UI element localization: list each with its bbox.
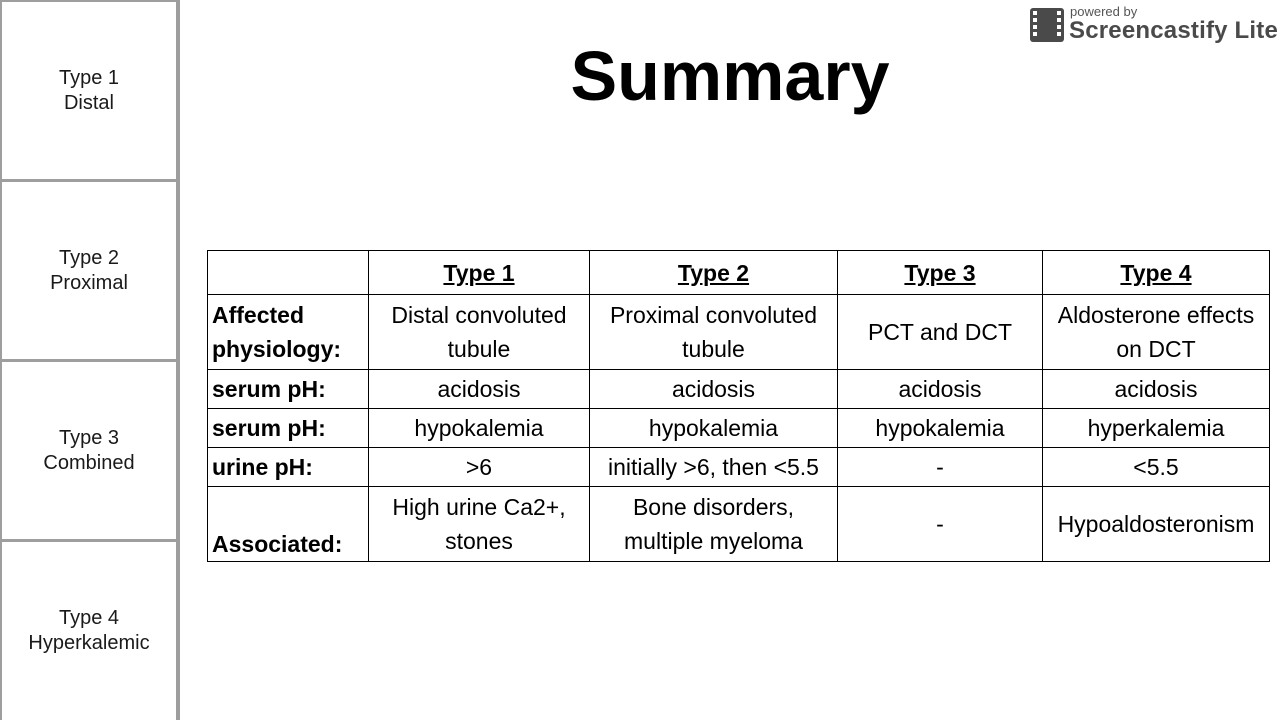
row-label: serum pH: xyxy=(208,409,369,448)
row-label: Associated: xyxy=(208,487,369,562)
table-cell: PCT and DCT xyxy=(838,295,1043,370)
table-cell: initially >6, then <5.5 xyxy=(590,448,838,487)
summary-table xyxy=(207,250,1270,562)
table-row xyxy=(208,409,1270,448)
slide-thumbnail-1[interactable] xyxy=(2,2,176,179)
film-strip-icon xyxy=(1030,8,1064,42)
slide-thumbnail-2[interactable] xyxy=(2,182,176,359)
table-cell: acidosis xyxy=(838,370,1043,409)
table-cell: >6 xyxy=(369,448,590,487)
table-row xyxy=(208,370,1270,409)
thumbnail-line2: Proximal xyxy=(50,271,128,294)
thumbnail-line1: Type 1 xyxy=(58,66,120,89)
table-header-row xyxy=(208,251,1270,295)
screencastify-watermark xyxy=(1030,4,1279,48)
thumbnail-line2: Combined xyxy=(43,451,135,474)
table-cell: hyperkalemia xyxy=(1043,409,1270,448)
slide-thumbnail-4[interactable] xyxy=(2,542,176,720)
slide-title: Summary xyxy=(570,37,890,115)
table-cell: - xyxy=(838,448,1043,487)
table-cell: hypokalemia xyxy=(590,409,838,448)
row-label: Affected physiology: xyxy=(208,295,369,370)
table-header-cell xyxy=(208,251,369,295)
table-row xyxy=(208,487,1270,562)
table-cell: hypokalemia xyxy=(838,409,1043,448)
table-cell: hypokalemia xyxy=(369,409,590,448)
table-cell: acidosis xyxy=(1043,370,1270,409)
table-cell: Distal convoluted tubule xyxy=(369,295,590,370)
table-cell: - xyxy=(838,487,1043,562)
thumbnail-line1: Type 2 xyxy=(58,246,120,269)
watermark-powered-by: powered by xyxy=(1070,4,1138,19)
table-cell: Hypoaldosteronism xyxy=(1043,487,1270,562)
thumbnail-line1: Type 4 xyxy=(58,607,120,629)
table-header-cell: Type 4 xyxy=(1043,251,1270,295)
table-cell: High urine Ca2+, stones xyxy=(369,487,590,562)
table-header-cell: Type 2 xyxy=(590,251,838,295)
slide-thumbnail-panel xyxy=(0,0,180,720)
table-cell: <5.5 xyxy=(1043,448,1270,487)
table-header-cell: Type 1 xyxy=(369,251,590,295)
slide-thumbnail-3[interactable] xyxy=(2,362,176,539)
table-row xyxy=(208,448,1270,487)
thumbnail-line2: Distal xyxy=(63,91,114,114)
row-label: serum pH: xyxy=(208,370,369,409)
table-cell: acidosis xyxy=(369,370,590,409)
table-cell: Bone disorders, multiple myeloma xyxy=(590,487,838,562)
table-cell: Aldosterone effects on DCT xyxy=(1043,295,1270,370)
watermark-brand: Screencastify Lite xyxy=(1069,17,1279,44)
row-label: urine pH: xyxy=(208,448,369,487)
thumbnail-line1: Type 3 xyxy=(58,426,120,449)
table-header-cell: Type 3 xyxy=(838,251,1043,295)
table-cell: acidosis xyxy=(590,370,838,409)
table-cell: Proximal convoluted tubule xyxy=(590,295,838,370)
thumbnail-line2: Hyperkalemic xyxy=(28,632,150,654)
table-row xyxy=(208,295,1270,370)
